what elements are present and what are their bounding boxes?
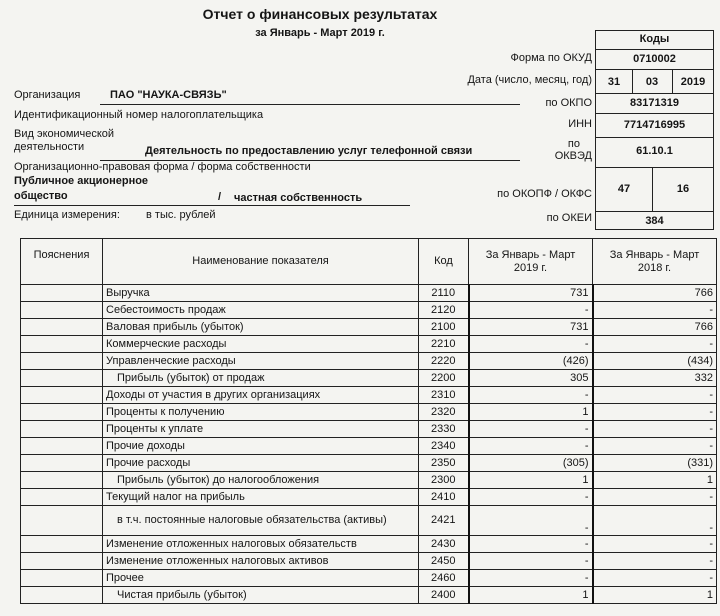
row-current-value: - (469, 387, 593, 404)
header-current-period: За Январь - Март 2019 г. (469, 239, 593, 285)
table-row (21, 421, 717, 438)
okud-value: 0710002 (633, 53, 676, 65)
table-row (21, 438, 717, 455)
unit-label: Единица измерения: (14, 209, 120, 221)
row-previous-value: 766 (593, 319, 717, 336)
slash: / (218, 191, 222, 203)
legal-form-1: Публичное акционерное (14, 175, 149, 187)
row-name: Изменение отложенных налоговых активов (103, 553, 419, 570)
row-notes (21, 455, 103, 472)
row-current-value: 305 (469, 370, 593, 387)
date-month: 03 (645, 76, 659, 88)
row-code: 2200 (419, 370, 469, 387)
date-day: 31 (607, 76, 621, 88)
period-subtitle: за Январь - Март 2019 г. (255, 27, 385, 39)
row-notes (21, 319, 103, 336)
row-name: Проценты к уплате (103, 421, 419, 438)
row-name: в т.ч. постоянные налоговые обязательства (активы) (103, 506, 419, 536)
table-row (21, 553, 717, 570)
row-notes (21, 302, 103, 319)
row-current-value: - (469, 421, 593, 438)
okfs-value: 16 (676, 183, 690, 195)
row-notes (21, 570, 103, 587)
row-current-value: - (469, 553, 593, 570)
okpo-label: по ОКПО (545, 97, 592, 109)
row-code: 2450 (419, 553, 469, 570)
row-current-value: 1 (469, 404, 593, 421)
activity-label-1: Вид экономической (14, 128, 115, 140)
row-code: 2350 (419, 455, 469, 472)
row-name: Текущий налог на прибыль (103, 489, 419, 506)
row-code: 2460 (419, 570, 469, 587)
table-row (21, 336, 717, 353)
row-previous-value: - (593, 404, 717, 421)
table-row (21, 319, 717, 336)
row-current-value: - (469, 536, 593, 553)
row-notes (21, 472, 103, 489)
row-previous-value: - (593, 506, 717, 536)
row-previous-value: - (593, 421, 717, 438)
table-row (21, 353, 717, 370)
table-row (21, 472, 717, 489)
row-notes (21, 438, 103, 455)
inn-code-label: ИНН (568, 118, 592, 130)
inn-label: Идентификационный номер налогоплательщика (14, 109, 264, 121)
row-name: Прибыль (убыток) от продаж (103, 370, 419, 387)
okopf-label: по ОКОПФ / ОКФС (497, 188, 592, 200)
okved-label-2: ОКВЭД (554, 150, 592, 162)
table-row (21, 302, 717, 319)
row-code: 2110 (419, 285, 469, 302)
row-previous-value: - (593, 536, 717, 553)
ownership-value: частная собственность (234, 192, 363, 204)
row-notes (21, 387, 103, 404)
table-row (21, 489, 717, 506)
unit-value: в тыс. рублей (146, 209, 216, 221)
okved-label-1: по (567, 138, 580, 150)
date-label: Дата (число, месяц, год) (467, 74, 592, 86)
row-code: 2430 (419, 536, 469, 553)
row-notes (21, 506, 103, 536)
table-header-row (21, 239, 717, 285)
row-name: Чистая прибыль (убыток) (103, 587, 419, 604)
row-previous-value: - (593, 553, 717, 570)
table-row (21, 536, 717, 553)
row-code: 2330 (419, 421, 469, 438)
activity-value: Деятельность по предоставлению услуг телефонной связи (145, 145, 473, 157)
okopf-value: 47 (617, 183, 631, 195)
row-notes (21, 404, 103, 421)
row-code: 2410 (419, 489, 469, 506)
table-row (21, 370, 717, 387)
table-row (21, 387, 717, 404)
okud-label: Форма по ОКУД (510, 52, 592, 64)
row-previous-value: 1 (593, 472, 717, 489)
header-notes: Пояснения (21, 239, 103, 285)
header-code: Код (419, 239, 469, 285)
activity-label-2: деятельности (14, 141, 85, 153)
table-row (21, 570, 717, 587)
row-name: Проценты к получению (103, 404, 419, 421)
row-code: 2210 (419, 336, 469, 353)
row-current-value: (426) (469, 353, 593, 370)
row-name: Прочие доходы (103, 438, 419, 455)
row-code: 2220 (419, 353, 469, 370)
row-name: Прибыль (убыток) до налогообложения (103, 472, 419, 489)
row-current-value: - (469, 336, 593, 353)
row-current-value: - (469, 489, 593, 506)
row-previous-value: - (593, 570, 717, 587)
okpo-value: 83171319 (630, 97, 679, 109)
row-previous-value: - (593, 336, 717, 353)
row-previous-value: 332 (593, 370, 717, 387)
org-name: ПАО "НАУКА-СВЯЗЬ" (110, 89, 227, 101)
row-notes (21, 336, 103, 353)
row-previous-value: 766 (593, 285, 717, 302)
row-notes (21, 489, 103, 506)
date-year: 2019 (680, 76, 706, 88)
row-notes (21, 421, 103, 438)
row-previous-value: - (593, 387, 717, 404)
codes-header: Коды (639, 33, 670, 45)
okei-label: по ОКЕИ (546, 212, 592, 224)
row-code: 2300 (419, 472, 469, 489)
row-previous-value: 1 (593, 587, 717, 604)
row-name: Управленческие расходы (103, 353, 419, 370)
row-current-value: 1 (469, 472, 593, 489)
row-notes (21, 353, 103, 370)
row-previous-value: - (593, 438, 717, 455)
codes-box (595, 30, 714, 230)
row-current-value: - (469, 570, 593, 587)
legal-form-2: общество (14, 190, 68, 202)
page-title: Отчет о финансовых результатах (202, 6, 438, 22)
inn-value: 7714716995 (623, 119, 686, 131)
row-name: Прочие расходы (103, 455, 419, 472)
row-name: Валовая прибыль (убыток) (103, 319, 419, 336)
row-notes (21, 285, 103, 302)
org-label: Организация (14, 89, 81, 101)
table-row (21, 455, 717, 472)
header-previous-period: За Январь - Март 2018 г. (593, 239, 717, 285)
row-current-value: 731 (469, 285, 593, 302)
row-code: 2310 (419, 387, 469, 404)
row-name: Себестоимость продаж (103, 302, 419, 319)
row-name: Доходы от участия в других организациях (103, 387, 419, 404)
row-code: 2120 (419, 302, 469, 319)
row-code: 2340 (419, 438, 469, 455)
row-notes (21, 553, 103, 570)
table-row (21, 404, 717, 421)
row-current-value: - (469, 302, 593, 319)
row-current-value: 1 (469, 587, 593, 604)
row-name: Выручка (103, 285, 419, 302)
row-current-value: - (469, 506, 593, 536)
row-current-value: 731 (469, 319, 593, 336)
row-notes (21, 536, 103, 553)
table-row (21, 587, 717, 604)
row-previous-value: - (593, 302, 717, 319)
header-name: Наименование показателя (103, 239, 419, 285)
row-previous-value: (434) (593, 353, 717, 370)
financial-results-table (20, 238, 717, 604)
okei-value: 384 (645, 215, 664, 227)
row-name: Изменение отложенных налоговых обязательств (103, 536, 419, 553)
table-row (21, 506, 717, 536)
row-code: 2100 (419, 319, 469, 336)
row-notes (21, 370, 103, 387)
row-code: 2320 (419, 404, 469, 421)
row-code: 2400 (419, 587, 469, 604)
row-current-value: (305) (469, 455, 593, 472)
okved-value: 61.10.1 (636, 145, 673, 157)
row-notes (21, 587, 103, 604)
legal-form-label: Организационно-правовая форма / форма собственности (14, 161, 311, 173)
row-name: Прочее (103, 570, 419, 587)
row-code: 2421 (419, 506, 469, 536)
table-row (21, 285, 717, 302)
row-current-value: - (469, 438, 593, 455)
row-name: Коммерческие расходы (103, 336, 419, 353)
row-previous-value: - (593, 489, 717, 506)
row-previous-value: (331) (593, 455, 717, 472)
